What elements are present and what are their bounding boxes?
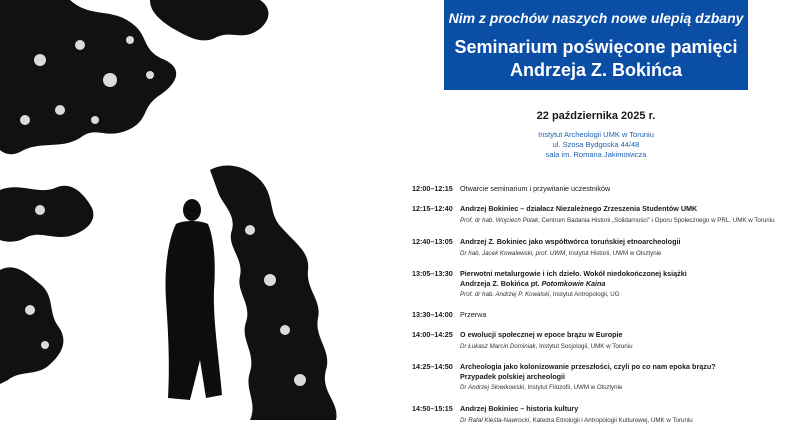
cover-illustration xyxy=(0,0,360,420)
header-banner xyxy=(444,0,748,90)
schedule-title: Otwarcie seminarium i przywitanie uczestników xyxy=(460,184,800,194)
venue-line1: Instytut Archeologii UMK w Toruniu xyxy=(444,130,748,140)
schedule-time: 13:05–13:30 xyxy=(412,269,462,279)
schedule-title: O ewolucji społecznej w epoce brązu w Europie xyxy=(460,330,800,340)
schedule-time: 13:30–14:00 xyxy=(412,310,462,320)
schedule-title: Przerwa xyxy=(460,310,800,320)
speaker-name: Prof. dr hab. Andrzej P. Kowalski xyxy=(460,291,549,298)
speaker-affiliation: , Instytut Historii, UWM w Olsztynie xyxy=(565,250,661,257)
venue-line3: sala im. Romana Jakimowicza xyxy=(444,150,748,160)
speaker-name: Dr Andrzej Słowikowski xyxy=(460,384,524,391)
schedule-time: 12:15–12:40 xyxy=(412,204,462,214)
schedule-time: 12:40–13:05 xyxy=(412,237,462,247)
banner-motto: Nim z prochów naszych nowe ulepią dzbany xyxy=(444,10,748,26)
schedule-speaker-line xyxy=(460,416,800,425)
speaker-affiliation: , Instytut Antropologii, UG xyxy=(549,291,619,298)
speaker-name: Prof. dr hab. Wojciech Polak xyxy=(460,217,538,224)
book-title: Potomkowie Kaina xyxy=(541,279,605,288)
speaker-affiliation: , Instytut Filozofii, UWM w Olsztynie xyxy=(524,384,622,391)
schedule-title: Pierwotni metalurgowie i ich dzieło. Wokół niedokończonej książki xyxy=(460,269,800,279)
speaker-affiliation: , Katedra Etnologii i Antropologii Kulturowej, UMK w Toruniu xyxy=(529,417,693,424)
seminar-title-line1: Seminarium poświęcone pamięci xyxy=(444,36,748,59)
schedule-speaker-line xyxy=(460,249,800,259)
schedule-title: Andrzej Bokiniec – historia kultury xyxy=(460,404,800,414)
event-date: 22 października 2025 r. xyxy=(444,110,748,122)
schedule-speaker-line xyxy=(460,216,800,226)
speaker-name: Dr hab. Jacek Kowalewski, prof. UWM xyxy=(460,250,565,257)
title-line2-text: Andrzeja Z. Bokińca pt. xyxy=(460,279,541,288)
venue-line2: ul. Szosa Bydgoska 44/48 xyxy=(444,140,748,150)
speaker-name: Dr Łukasz Marcin Dominiak xyxy=(460,343,536,350)
schedule-title: Andrzej Bokiniec – działacz Niezależnego Zrzeszenia Studentów UMK xyxy=(460,204,800,214)
venue-block xyxy=(444,130,748,160)
schedule-speaker-line xyxy=(460,290,800,300)
schedule-time: 14:50–15:15 xyxy=(412,404,462,414)
walking-figure-silhouette xyxy=(165,199,222,400)
schedule-title-line2 xyxy=(460,279,800,289)
schedule-time: 12:00–12:15 xyxy=(412,184,462,194)
seminar-title xyxy=(444,36,748,82)
speaker-affiliation: , Instytut Socjologii, UMK w Toruniu xyxy=(536,343,633,350)
seminar-title-line2: Andrzeja Z. Bokińca xyxy=(444,59,748,82)
schedule-time: 14:25–14:50 xyxy=(412,362,462,372)
schedule-time: 14:00–14:25 xyxy=(412,330,462,340)
schedule-title: Andrzej Z. Bokiniec jako współtwórca toruńskiej etnoarcheologii xyxy=(460,237,800,247)
schedule-speaker-line xyxy=(460,383,800,393)
schedule-title: Archeologia jako kolonizowanie przeszłości, czyli po co nam epoka brązu? xyxy=(460,362,800,372)
schedule-title-line2: Przypadek polskiej archeologii xyxy=(460,372,800,382)
speaker-affiliation: , Centrum Badania Historii „Solidarności” i Oporu Społecznego w PRL, UMK w Toruniu xyxy=(538,217,775,224)
speaker-name: Dr Rafał Kleśta-Nawrocki xyxy=(460,417,529,424)
schedule-speaker-line xyxy=(460,342,800,352)
tree-foliage-illustration xyxy=(0,0,337,420)
